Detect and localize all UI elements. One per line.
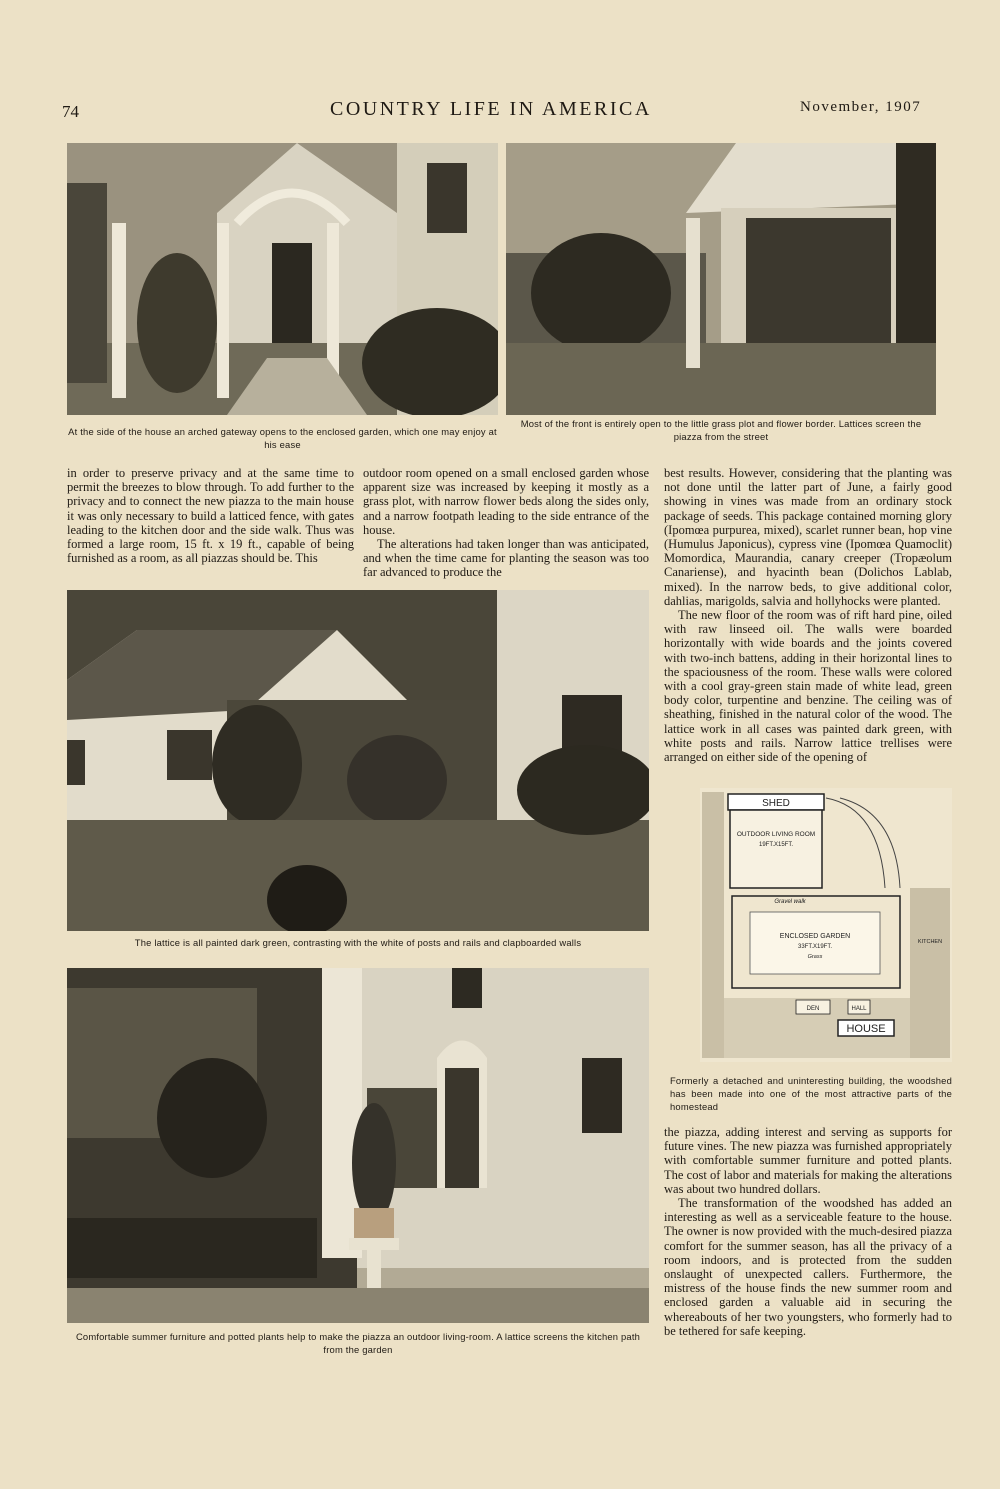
plan-label-kitchen: KITCHEN bbox=[917, 939, 943, 945]
text-column-3-upper bbox=[664, 466, 952, 764]
caption-piazza-furniture: Comfortable summer furniture and potted plants help to make the piazza an outdoor living-room. A lattice screens the kitchen path from the garden bbox=[75, 1331, 641, 1355]
paragraph: The transformation of the woodshed has added an interesting as well as a serviceable feature to the house. The owner is now provided with the much-desired piazza comfort for the summer season, has all the privacy of a room indoors, and is protected from the sudden onslaught of unexpected callers. Furthermore, the mistress of the house finds the new summer room and enclosed garden a valuable aid in securing the whereabouts of her two youngsters, who formerly had to be tethered for safe keeping. bbox=[664, 1196, 952, 1338]
plan-label-garden: ENCLOSED GARDEN bbox=[779, 933, 851, 940]
plan-label-room: OUTDOOR LIVING ROOM bbox=[736, 831, 816, 838]
magazine-title: COUNTRY LIFE IN AMERICA bbox=[330, 98, 652, 120]
plan-label-den: DEN bbox=[806, 1006, 820, 1012]
caption-front-piazza: Most of the front is entirely open to the little grass plot and flower border. Lattices screen the piazza from the street bbox=[520, 418, 922, 442]
photo-lattice-wall bbox=[67, 590, 649, 931]
plan-label-grass: Grass bbox=[807, 954, 823, 960]
plan-label-house: HOUSE bbox=[846, 1023, 886, 1035]
page-number: 74 bbox=[62, 102, 79, 121]
text-column-1 bbox=[67, 466, 354, 565]
photo-arched-gateway bbox=[67, 143, 498, 415]
plan-label-shed: SHED bbox=[762, 798, 790, 809]
text-column-2 bbox=[363, 466, 649, 580]
paragraph: outdoor room opened on a small enclosed garden whose apparent size was increased by keeping it mostly as a grass plot, with narrow flower beds along the sides only, and a narrow footpath leading to the side entrance of the house. bbox=[363, 466, 649, 537]
caption-floor-plan: Formerly a detached and uninteresting building, the woodshed has been made into one of the most attractive parts of the homestead bbox=[670, 1075, 952, 1112]
paragraph: best results. However, considering that the planting was not done until the latter part of June, a fairly good showing in vines was made from an ordinary stock package of seeds. This package contained morning glory (Ipomœa purpurea, mixed), scarlet runner bean, hop vine (Humulus Japonicus), cypress vine (Ipomœa Quamoclit) Momordica, Maurandia, canary creeper (Tropæolum Canariense), and hyacinth bean (Dolichos Lablab, mixed). In the narrow beds, to give additional color, dahlias, marigolds, salvia and hollyhocks were planted. bbox=[664, 466, 952, 608]
photo-piazza-furniture bbox=[67, 968, 649, 1323]
plan-label-room-size: 19FT.X15FT. bbox=[758, 842, 794, 848]
issue-date: November, 1907 bbox=[800, 99, 922, 115]
paragraph: the piazza, adding interest and serving as supports for future vines. The new piazza was furnished appropriately with comfortable summer furniture and potted plants. The cost of labor and materials for making the alterations was about two hundred dollars. bbox=[664, 1125, 952, 1196]
caption-arched-gateway: At the side of the house an arched gateway opens to the enclosed garden, which one may enjoy at his ease bbox=[68, 426, 497, 450]
text-column-3-lower bbox=[664, 1125, 952, 1338]
paragraph: The new floor of the room was of rift hard pine, oiled with raw linseed oil. The walls were boarded horizontally with wide boards and the joints covered with two-inch battens, adding in their horizontal lines to the spaciousness of the room. These walls were colored with a cool gray-green stain made of white lead, green body color, turpentine and benzine. The ceiling was of sheathing, finished in the natural color of the wood. The lattice work in all cases was painted dark green, with white posts and rails. Narrow lattice trellises were arranged on either side of the opening of bbox=[664, 608, 952, 765]
caption-lattice-wall: The lattice is all painted dark green, contrasting with the white of posts and rails and clapboarded walls bbox=[134, 937, 582, 948]
garden-floor-plan bbox=[700, 788, 952, 1062]
plan-label-garden-size: 33FT.X19FT. bbox=[797, 944, 833, 950]
plan-label-hall: HALL bbox=[851, 1006, 867, 1012]
photo-front-piazza bbox=[506, 143, 936, 415]
paragraph: in order to preserve privacy and at the same time to permit the breezes to blow through. To add further to the privacy and to connect the new piazza to the main house it was only necessary to build a latticed fence, with gates leading to the kitchen door and the side walk. Thus was formed a large room, 15 ft. x 19 ft., capable of being furnished as a room, as all piazzas should be. This bbox=[67, 466, 354, 566]
paragraph: The alterations had taken longer than was anticipated, and when the time came for planting the season was too far advanced to produce the bbox=[363, 537, 649, 580]
plan-label-gravel: Gravel walk bbox=[774, 899, 806, 905]
